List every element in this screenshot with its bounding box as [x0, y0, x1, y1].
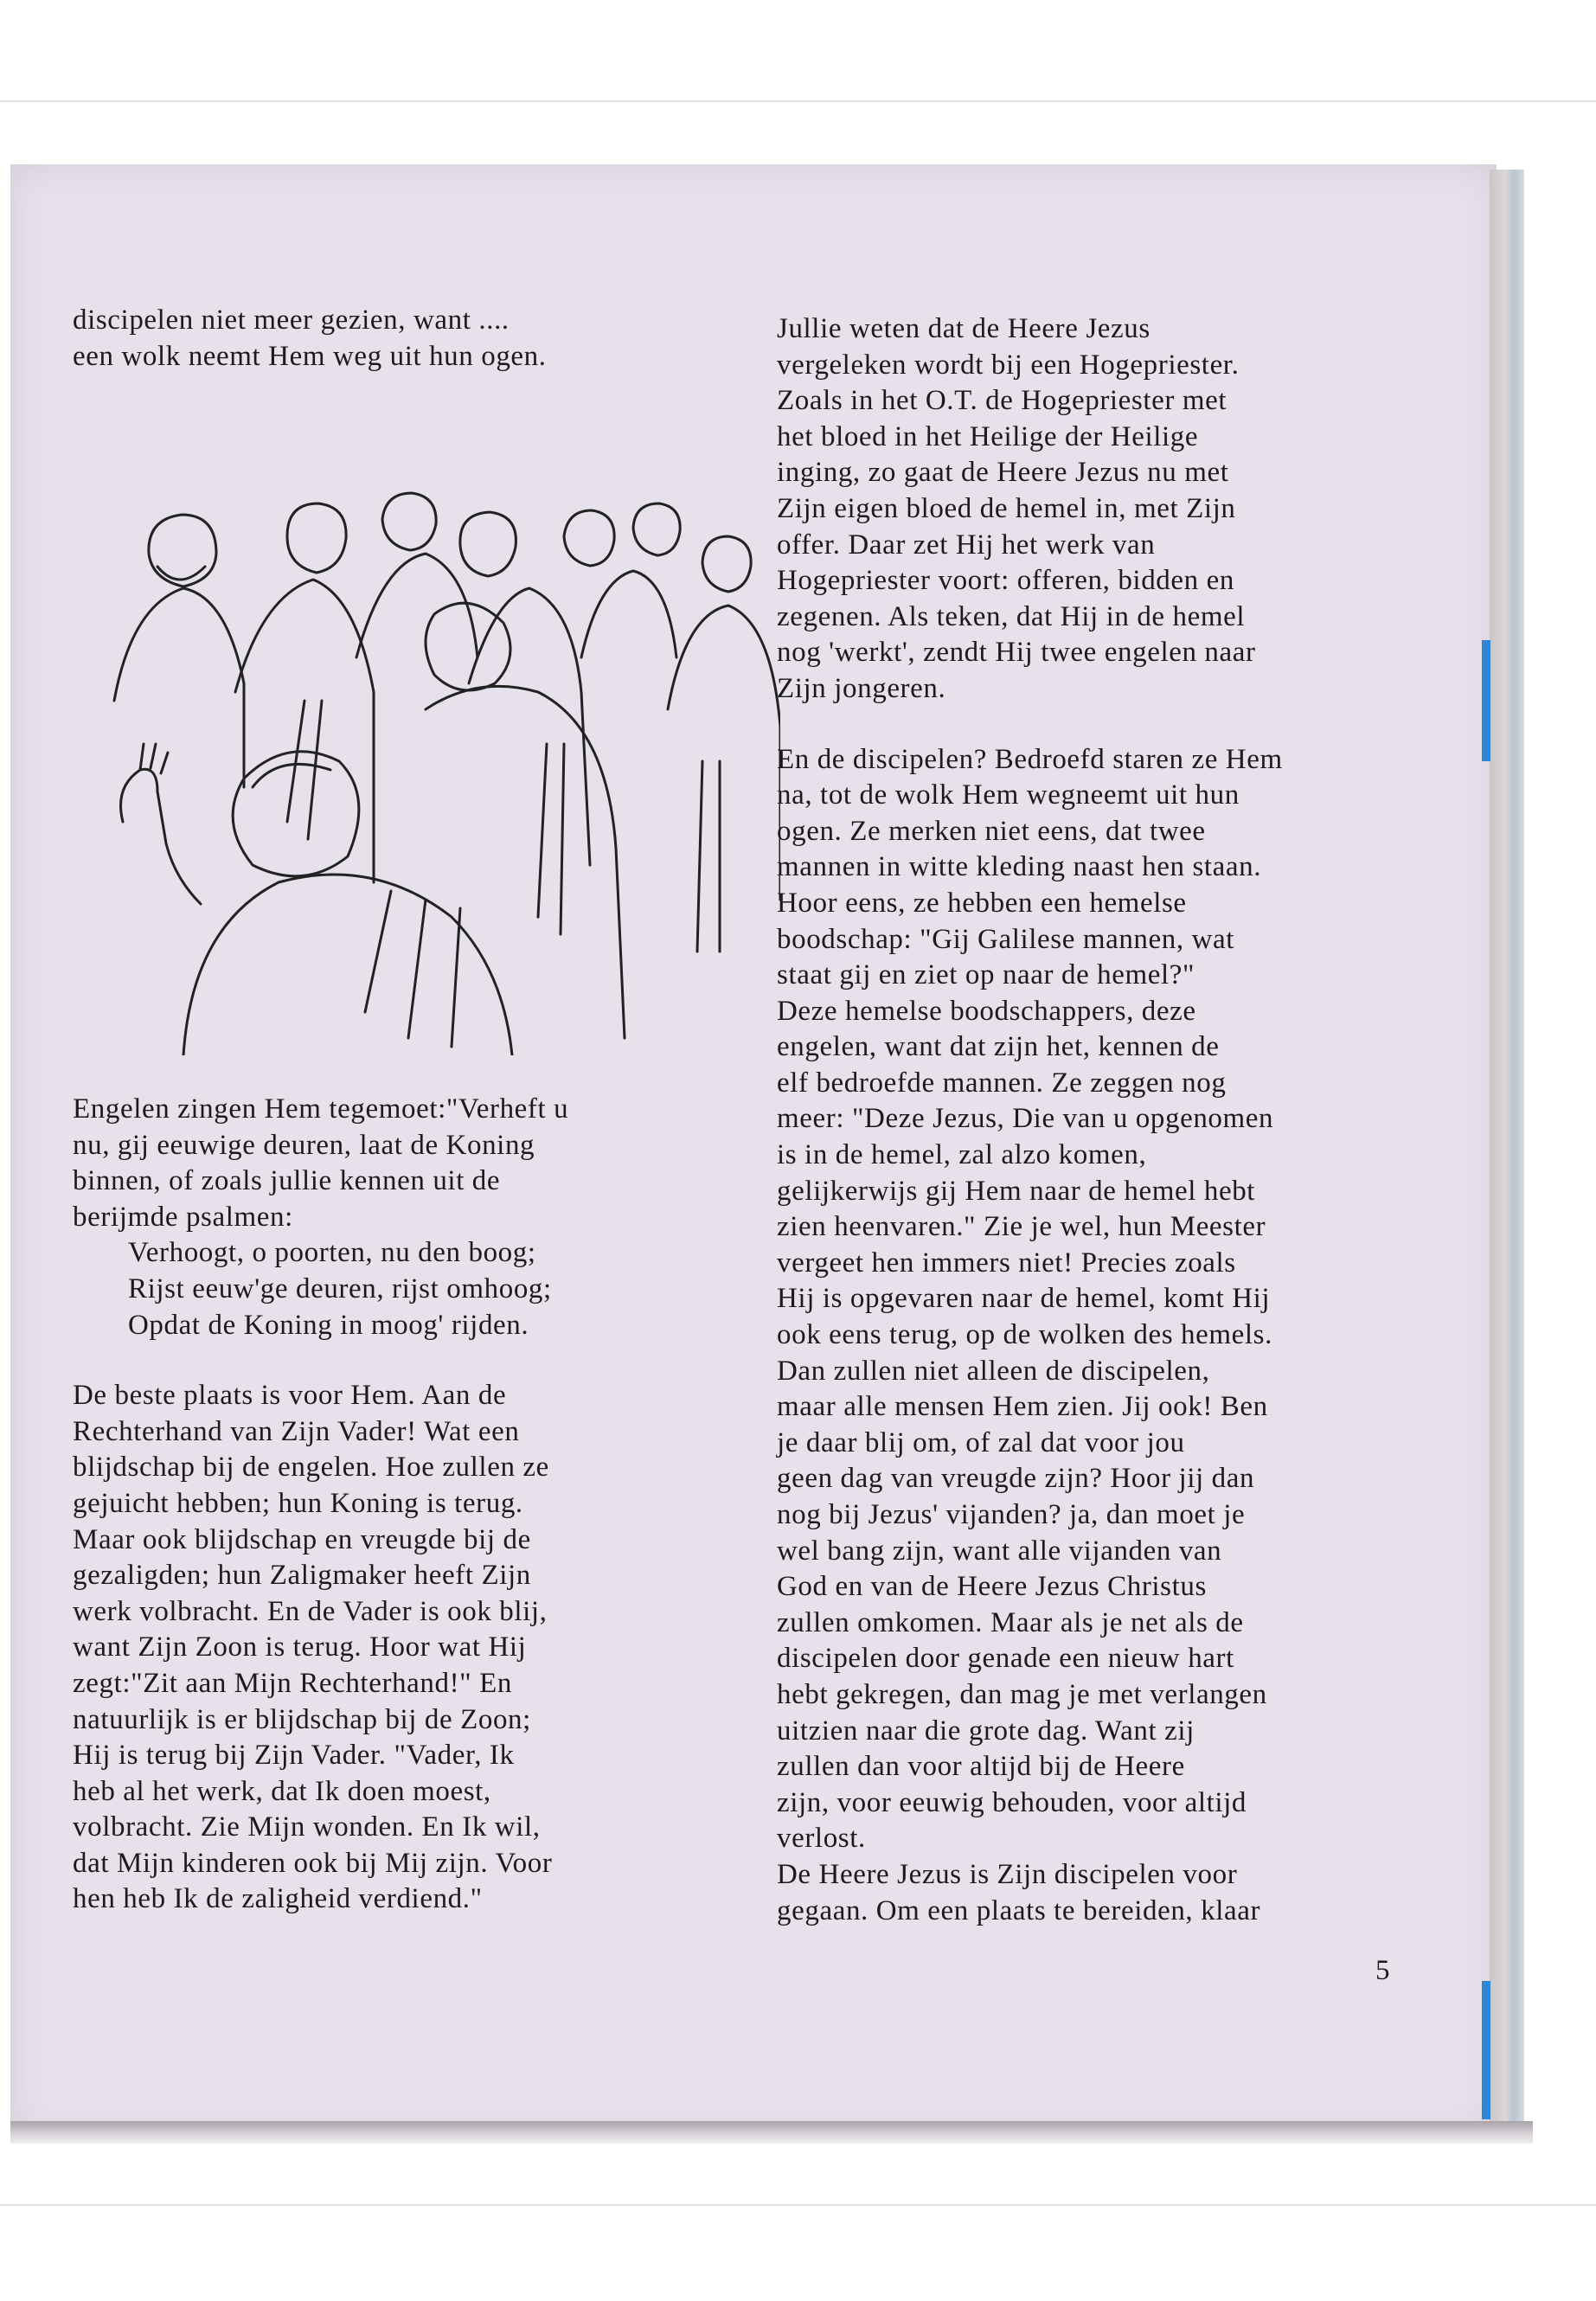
text-line: zullen omkomen. Maar als je net als de — [777, 1606, 1244, 1638]
text-line: binnen, of zoals jullie kennen uit de — [73, 1165, 501, 1197]
left-column-top-text — [73, 303, 547, 375]
text-line: ogen. Ze merken niet eens, dat twee — [777, 815, 1206, 847]
text-line: zegt:"Zit aan Mijn Rechterhand!" En — [73, 1667, 512, 1699]
text-line: gelijkerwijs gij Hem naar de hemel hebt — [777, 1175, 1256, 1207]
left-column-main-text — [73, 1092, 568, 1918]
text-line: nog bij Jezus' vijanden? ja, dan moet je — [777, 1499, 1246, 1530]
text-line: gezaligden; hun Zaligmaker heeft Zijn — [73, 1560, 531, 1592]
text-line: berijmde psalmen: — [73, 1201, 293, 1233]
page-number: 5 — [1375, 1955, 1390, 1986]
text-line: zegenen. Als teken, dat Hij in de hemel — [777, 600, 1246, 632]
text-line: heb al het werk, dat Ik doen moest, — [73, 1775, 491, 1807]
text-line: boodschap: "Gij Galilese mannen, wat — [777, 923, 1235, 955]
text-line: Deze hemelse boodschappers, deze — [777, 995, 1196, 1027]
text-line: De beste plaats is voor Hem. Aan de — [73, 1380, 507, 1412]
text-line: na, tot de wolk Hem wegneemt uit hun — [777, 779, 1240, 811]
text-line: Engelen zingen Hem tegemoet:"Verheft u — [73, 1093, 569, 1125]
text-line: Dan zullen niet alleen de discipelen, — [777, 1355, 1210, 1387]
book-cover-edge — [1490, 170, 1524, 2133]
text-line: gejuicht hebben; hun Koning is terug. — [73, 1487, 523, 1519]
text-line: En de discipelen? Bedroefd staren ze Hem — [777, 743, 1283, 775]
disciples-illustration — [97, 484, 780, 1055]
text-line: vergeleken wordt bij een Hogepriester. — [777, 349, 1240, 381]
text-line: gegaan. Om een plaats te bereiden, klaar — [777, 1894, 1261, 1926]
cover-blue-strip-lower — [1482, 1981, 1490, 2119]
text-line: Hoor eens, ze hebben een hemelse — [777, 887, 1187, 919]
text-line: dat Mijn kinderen ook bij Mij zijn. Voor — [73, 1847, 553, 1879]
text-line: maar alle mensen Hem zien. Jij ook! Ben — [777, 1391, 1268, 1423]
text-line: hen heb Ik de zaligheid verdiend." — [73, 1883, 483, 1915]
cover-blue-strip — [1482, 640, 1490, 761]
text-line: discipelen niet meer gezien, want .... — [73, 304, 510, 336]
text-line: Jullie weten dat de Heere Jezus — [777, 313, 1151, 344]
text-line: Verhoogt, o poorten, nu den boog; — [128, 1237, 536, 1269]
text-line: ook eens terug, op de wolken des hemels. — [777, 1319, 1272, 1351]
text-line: offer. Daar zet Hij het werk van — [777, 529, 1156, 561]
text-line: engelen, want dat zijn het, kennen de — [777, 1031, 1220, 1063]
text-line: zien heenvaren." Zie je wel, hun Meester — [777, 1211, 1266, 1243]
text-line: wel bang zijn, want alle vijanden van — [777, 1535, 1222, 1567]
text-line: Hogepriester voort: offeren, bidden en — [777, 565, 1234, 597]
text-line: Rechterhand van Zijn Vader! Wat een — [73, 1415, 520, 1447]
text-line: want Zijn Zoon is terug. Hoor wat Hij — [73, 1631, 527, 1663]
page-bottom-shadow — [10, 2121, 1533, 2144]
text-line: zullen dan voor altijd bij de Heere — [777, 1751, 1185, 1783]
text-line: zijn, voor eeuwig behouden, voor altijd — [777, 1786, 1247, 1818]
text-line: Maar ook blijdschap en vreugde bij de — [73, 1523, 531, 1555]
text-line: volbracht. Zie Mijn wonden. En Ik wil, — [73, 1811, 541, 1843]
text-line: Hij is terug bij Zijn Vader. "Vader, Ik — [73, 1740, 515, 1772]
text-line: nog 'werkt', zendt Hij twee engelen naar — [777, 637, 1256, 669]
text-line: De Heere Jezus is Zijn discipelen voor — [777, 1858, 1238, 1890]
text-line: het bloed in het Heilige der Heilige — [777, 420, 1199, 452]
text-line: discipelen door genade een nieuw hart — [777, 1643, 1234, 1675]
text-line: meer: "Deze Jezus, Die van u opgenomen — [777, 1103, 1274, 1135]
text-line: Hij is opgevaren naar de hemel, komt Hij — [777, 1283, 1271, 1315]
text-line: is in de hemel, zal alzo komen, — [777, 1139, 1147, 1171]
text-line: uitzien naar die grote dag. Want zij — [777, 1715, 1195, 1747]
text-line: geen dag van vreugde zijn? Hoor jij dan — [777, 1463, 1255, 1495]
text-line: een wolk neemt Hem weg uit hun ogen. — [73, 340, 547, 372]
text-line: werk volbracht. En de Vader is ook blij, — [73, 1595, 548, 1627]
text-line: je daar blij om, of zal dat voor jou — [777, 1426, 1185, 1458]
text-line: vergeet hen immers niet! Precies zoals — [777, 1247, 1236, 1279]
text-line: Opdat de Koning in moog' rijden. — [128, 1309, 529, 1341]
text-line: Zijn eigen bloed de hemel in, met Zijn — [777, 492, 1236, 524]
paragraph-gap — [73, 1343, 568, 1378]
text-line: mannen in witte kleding naast hen staan. — [777, 851, 1262, 883]
right-column-text — [777, 311, 1283, 1929]
text-line: blijdschap bij de engelen. Hoe zullen ze — [73, 1452, 549, 1484]
text-line: God en van de Heere Jezus Christus — [777, 1571, 1207, 1603]
text-line: Zijn jongeren. — [777, 672, 946, 704]
text-line: Rijst eeuw'ge deuren, rijst omhoog; — [128, 1272, 552, 1304]
text-line: staat gij en ziet op naar de hemel?" — [777, 959, 1195, 991]
text-line: elf bedroefde mannen. Ze zeggen nog — [777, 1067, 1227, 1099]
text-line: hebt gekregen, dan mag je met verlangen — [777, 1678, 1267, 1710]
text-line: verlost. — [777, 1823, 866, 1855]
text-line: nu, gij eeuwige deuren, laat de Koning — [73, 1129, 535, 1161]
text-line: Zoals in het O.T. de Hogepriester met — [777, 385, 1227, 417]
text-line: inging, zo gaat de Heere Jezus nu met — [777, 457, 1229, 489]
paragraph-gap — [777, 708, 1283, 742]
text-line: natuurlijk is er blijdschap bij de Zoon; — [73, 1703, 531, 1735]
